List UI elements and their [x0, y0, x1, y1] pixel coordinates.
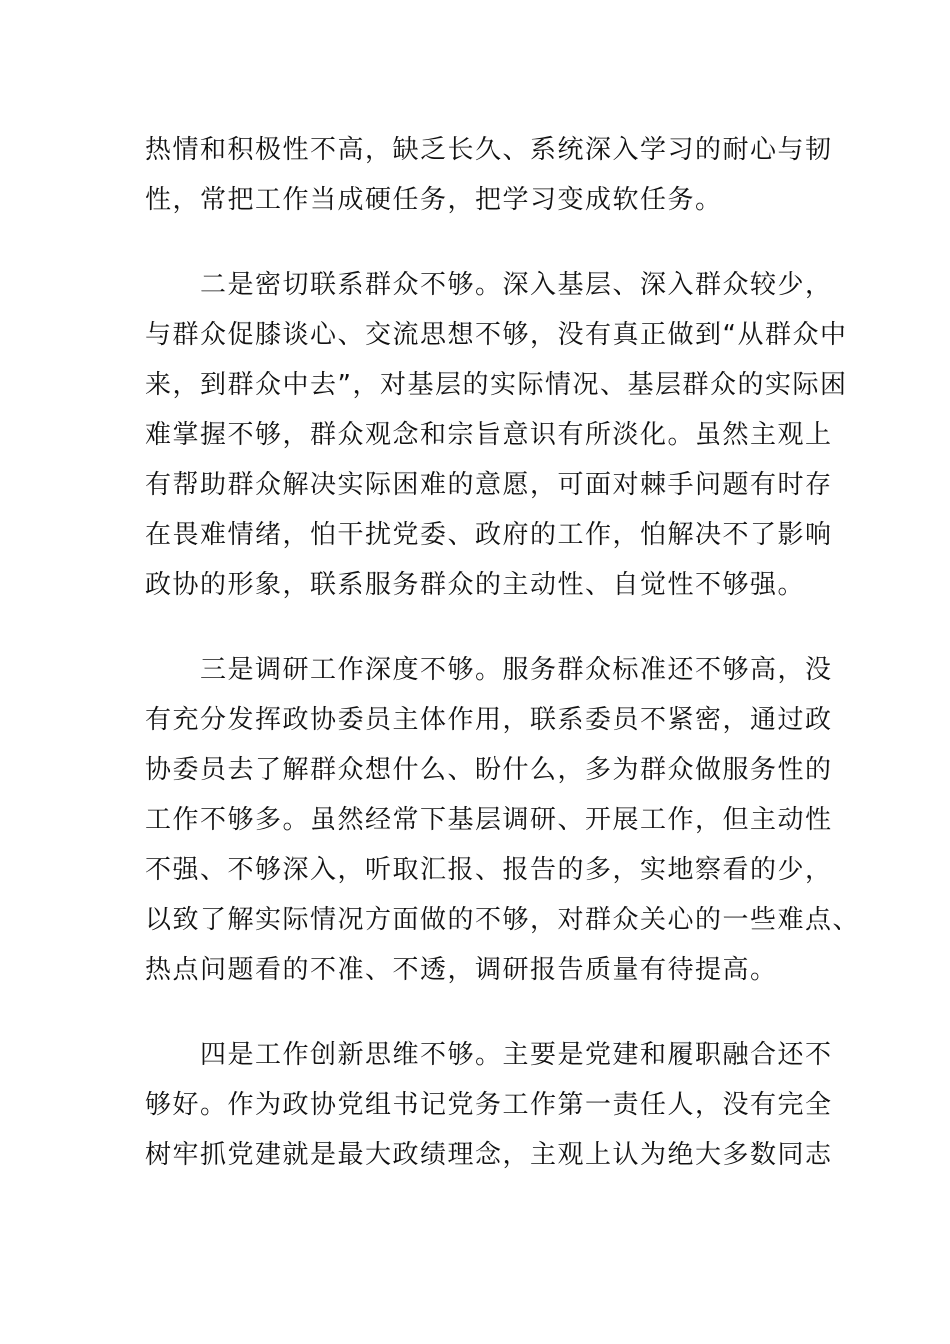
text-line: 有充分发挥政协委员主体作用，联系委员不紧密，通过政: [145, 705, 833, 735]
paragraph-4: [145, 1030, 833, 1180]
text-line: 不强、不够深入，听取汇报、报告的多，实地察看的少，: [145, 855, 833, 885]
text-line: 够好。作为政协党组书记党务工作第一责任人，没有完全: [145, 1090, 833, 1120]
text-line: 性，常把工作当成硬任务，把学习变成软任务。: [145, 185, 723, 215]
text-line: 在畏难情绪，怕干扰党委、政府的工作，怕解决不了影响: [145, 520, 833, 550]
text-line: 难掌握不够，群众观念和宗旨意识有所淡化。虽然主观上: [145, 420, 833, 450]
text-line: 有帮助群众解决实际困难的意愿，可面对棘手问题有时存: [145, 470, 833, 500]
paragraph-3: [145, 645, 861, 995]
text-line: 树牢抓党建就是最大政绩理念，主观上认为绝大多数同志: [145, 1140, 833, 1170]
document-page: [145, 125, 861, 1215]
text-line: 工作不够多。虽然经常下基层调研、开展工作，但主动性: [145, 805, 833, 835]
text-line: 协委员去了解群众想什么、盼什么，多为群众做服务性的: [145, 755, 833, 785]
text-line: 来，到群众中去”，对基层的实际情况、基层群众的实际困: [145, 370, 848, 400]
text-line: 与群众促膝谈心、交流思想不够，没有真正做到“从群众中: [145, 320, 848, 350]
text-line: 二是密切联系群众不够。深入基层、深入群众较少，: [145, 270, 833, 300]
text-line: 四是工作创新思维不够。主要是党建和履职融合还不: [145, 1040, 833, 1070]
text-line: 热点问题看的不准、不透，调研报告质量有待提高。: [145, 955, 778, 985]
text-line: 以致了解实际情况方面做的不够，对群众关心的一些难点、: [145, 905, 861, 935]
paragraph-1: [145, 125, 833, 225]
text-line: 热情和积极性不高，缺乏长久、系统深入学习的耐心与韧: [145, 135, 833, 165]
text-line: 政协的形象，联系服务群众的主动性、自觉性不够强。: [145, 570, 806, 600]
paragraph-2: [145, 260, 848, 610]
text-line: 三是调研工作深度不够。服务群众标准还不够高，没: [145, 655, 833, 685]
